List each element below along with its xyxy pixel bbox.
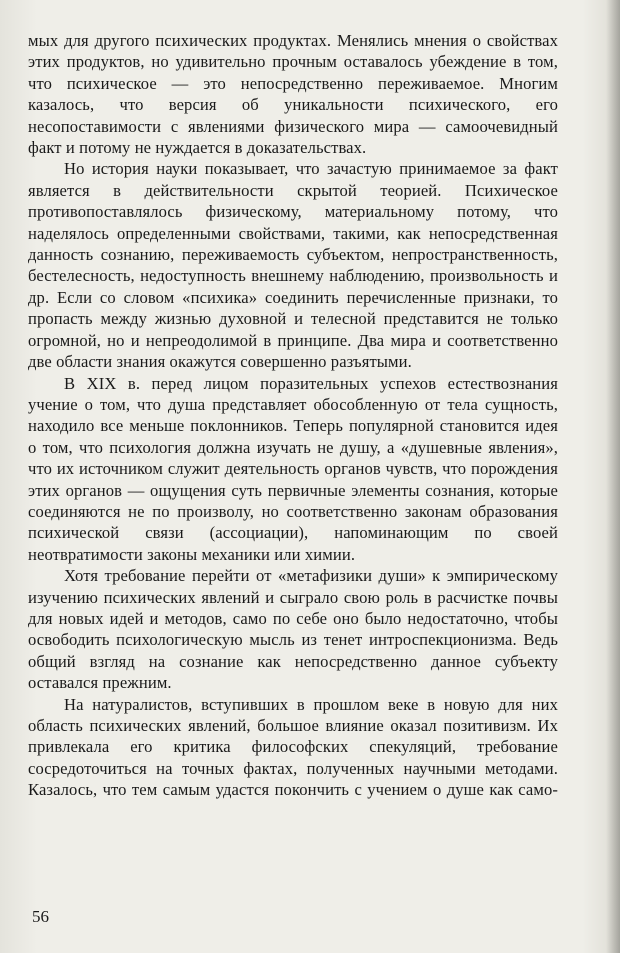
paragraph-history-of-science: Но история науки показывает, что зачастую принимаемое за факт является в действительности скрытой теорией. Психическое противопоставлялось физическому, материальному потому, что наделялось определенными свойствами, такими, как непосредственная данность сознанию, переживаемость субъектом, непространственность, бестелесность, недоступность внешнему наблюдению, произвольность и др. Если со словом «психика» соединить перечисленные признаки, то пропасть между жизнью духовной и телесной представится не только огромной, но и непреодолимой в принципе. Два мира и соответственно две области знания окажутся совершенно разъятыми. [28,159,558,372]
paragraph-continuation: мых для другого психических продуктах. Менялись мнения о свойствах этих продуктов, но удивительно прочным оставалось убеждение в том, что психическое — это непосредственно переживаемое. Многим казалось, что версия об уникальности психического, его несопоставимости с явлениями физического мира — самоочевидный факт и потому не нуждается в доказательствах. [28,31,558,158]
binding-shadow [606,0,620,953]
page-text-body [28,30,558,801]
paragraph-xix-century: В XIX в. перед лицом поразительных успехов естествознания учение о том, что душа представляет обособленную от тела сущность, находило все меньше поклонников. Теперь популярной становится идея о том, что психология должна изучать не душу, а «душевные явления», что их источником служит деятельность органов чувств, что порождения этих органов — ощущения суть первичные элементы сознания, которые соединяются не по произволу, но соответственно законам образования психической связи (ассоциации), напоминающим по своей неотвратимости законы механики или химии. [28,373,558,564]
paragraph-naturalists: На натуралистов, вступивших в прошлом веке в новую для них область психических явлений, большое влияние оказал позитивизм. Их привлекала его критика философских спекуляций, требование сосредоточиться на точных фактах, полученных научными методами. Казалось, что тем самым удастся покончить с учением о душе как само- [28,694,558,800]
paragraph-metaphysics-of-soul: Хотя требование перейти от «метафизики души» к эмпирическому изучению психических явлений и сыграло свою роль в расчистке почвы для новых идей и методов, само по себе оно было недостаточно, чтобы освободить психологическую мысль из тенет интроспекционизма. Ведь общий взгляд на сознание как непосредственно данное субъекту оставался прежним. [28,566,558,693]
page-number: 56 [32,907,49,926]
